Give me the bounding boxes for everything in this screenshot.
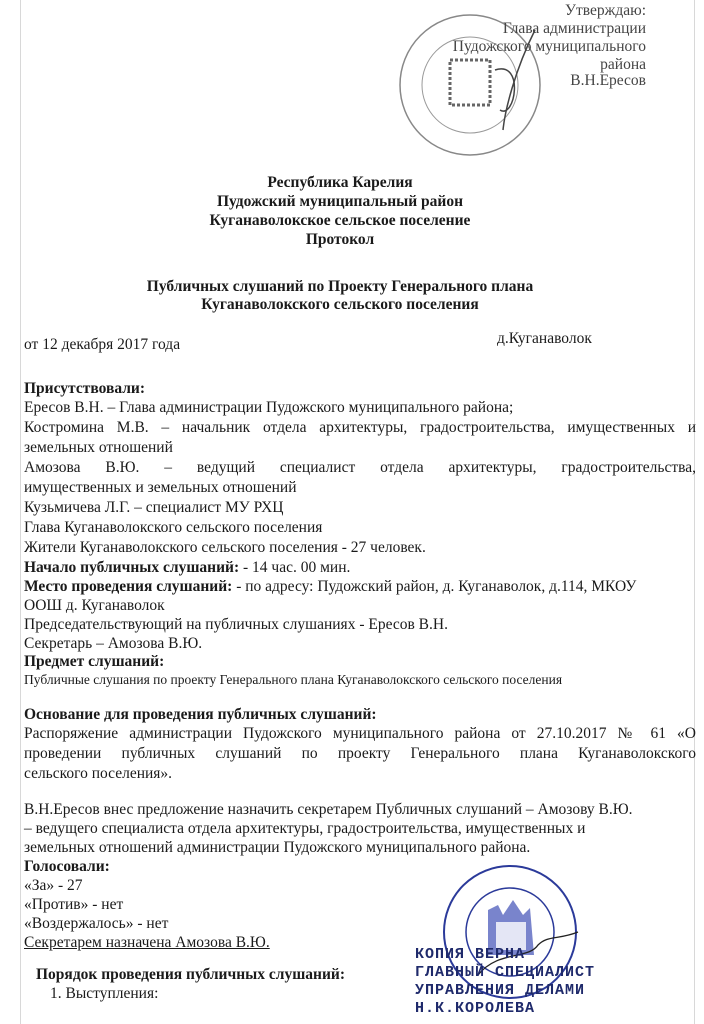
approval-signatory: В.Н.Ересов <box>570 72 646 89</box>
venue-value: - по адресу: Пудожский район, д. Куганаволок, д.114, МКОУ <box>232 578 637 595</box>
date: от 12 декабря 2017 года <box>24 336 181 353</box>
subtitle: Публичных слушаний по Проекту Генерального плана <box>146 278 534 295</box>
present-line: Глава Куганаволокского сельского поселения <box>24 519 323 536</box>
basis-line: сельского поселения». <box>24 765 173 782</box>
basis-line: Распоряжение администрации Пудожского муниципального района от 27.10.2017 № 61 «О <box>24 725 696 742</box>
start-label: Начало публичных слушаний: <box>24 559 240 576</box>
proposal-line: – ведущего специалиста отдела архитектуры, градостроительства, имущественных и <box>24 820 586 837</box>
vote-against: «Против» - нет <box>24 896 124 913</box>
subtitle: Куганаволокского сельского поселения <box>201 296 479 313</box>
venue-label: Место проведения слушаний: <box>24 578 233 595</box>
procedure-heading: Порядок проведения публичных слушаний: <box>36 966 345 983</box>
vote-heading: Голосовали: <box>24 858 110 875</box>
place: д.Куганаволок <box>497 330 592 347</box>
secretary: Секретарь – Амозова В.Ю. <box>24 635 203 652</box>
approval-line: Утверждаю: <box>565 2 646 19</box>
stamp-line: КОПИЯ ВЕРНА <box>415 946 526 963</box>
header-line: Пудожский муниципальный район <box>216 193 464 210</box>
header-line: Республика Карелия <box>267 174 413 191</box>
approval-line: района <box>600 56 646 73</box>
stamp-line: ГЛАВНЫЙ СПЕЦИАЛИСТ <box>415 964 596 981</box>
venue-cont: ООШ д. Куганаволок <box>24 597 165 614</box>
scan-edge <box>694 0 695 1024</box>
present-line: Кузьмичева Л.Г. – специалист МУ РХЦ <box>24 499 284 516</box>
approval-line: Глава администрации <box>502 20 646 37</box>
subject-heading: Предмет слушаний: <box>24 653 165 670</box>
basis-line: проведении публичных слушаний по проекту Генерального плана Куганаволокского <box>24 745 696 762</box>
stamp-line: УПРАВЛЕНИЯ ДЕЛАМИ <box>415 982 586 999</box>
venue <box>24 578 636 596</box>
copy-certified-stamp <box>415 946 595 1018</box>
present-line: Ересов В.Н. – Глава администрации Пудожского муниципального района; <box>24 399 514 416</box>
approval-line: Пудожского муниципального <box>452 38 646 55</box>
start-time <box>24 559 350 577</box>
present-line: Костромина М.В. – начальник отдела архитектуры, градостроительства, имущественных и <box>24 419 696 436</box>
present-line: Жители Куганаволокского сельского поселения - 27 человек. <box>24 539 426 556</box>
start-value: - 14 час. 00 мин. <box>239 559 351 576</box>
page-title: Протокол <box>305 231 375 248</box>
vote-for: «За» - 27 <box>24 877 83 894</box>
chair: Председательствующий на публичных слушаниях - Ересов В.Н. <box>24 616 448 633</box>
present-line: имущественных и земельных отношений <box>24 479 297 496</box>
present-heading: Присутствовали: <box>24 380 146 397</box>
vote-abstain: «Воздержалось» - нет <box>24 915 169 932</box>
basis-heading: Основание для проведения публичных слушаний: <box>24 706 377 723</box>
header-line: Куганаволокское сельское поселение <box>209 212 471 229</box>
present-line: земельных отношений <box>24 439 173 456</box>
procedure-item: 1. Выступления: <box>50 985 159 1002</box>
proposal-line: земельных отношений администрации Пудожского муниципального района. <box>24 839 531 856</box>
scan-edge <box>20 0 21 1024</box>
subject-text: Публичные слушания по проекту Генерального плана Куганаволокского сельского поселения <box>24 672 563 687</box>
vote-result: Секретарем назначена Амозова В.Ю. <box>24 934 270 951</box>
proposal-line: В.Н.Ересов внес предложение назначить секретарем Публичных слушаний – Амозову В.Ю. <box>24 801 633 818</box>
stamp-line: Н.К.КОРОЛЕВА <box>415 1000 536 1017</box>
present-line: Амозова В.Ю. – ведущий специалист отдела архитектуры, градостроительства, <box>24 459 696 476</box>
